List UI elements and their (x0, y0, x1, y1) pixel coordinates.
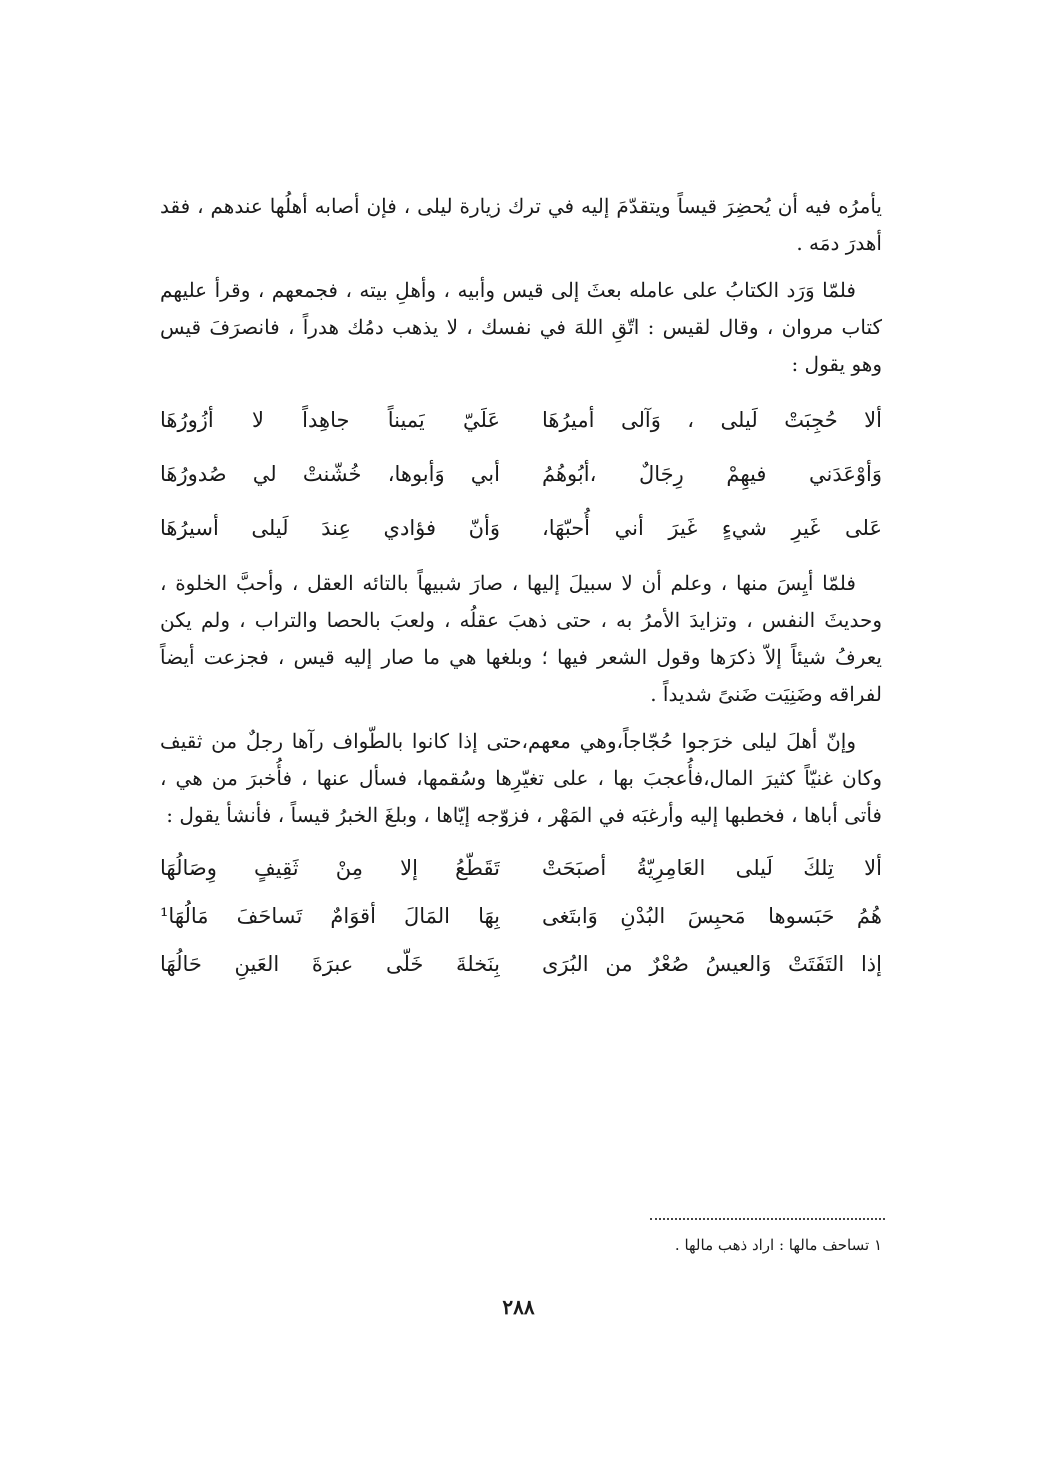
hemistich-left: بِنَخلةَ خَلّى عبرَةَ العَينِ حَالُهَا (160, 952, 500, 976)
hemistich-right: عَلى غَيرِ شيءٍ غَيرَ أني أُحبّهَا، (542, 516, 882, 540)
hemistich-left: تَقَطّعُ إلا مِنْ ثَقِيفٍ وِصَالُهَا (160, 856, 500, 880)
footnote-divider (650, 1218, 885, 1220)
poem-1-verse-3 (160, 501, 882, 555)
poem-2 (160, 844, 882, 988)
page-number: ٢٨٨ (502, 1295, 535, 1319)
hemistich-right: هُمُ حَبَسوها مَحبِسَ البُدْنِ وَابتَغى (542, 904, 882, 928)
hemistich-right: وَأوْعَدَني فيهِمْ رِجَالٌ ،أبُوهُمُ (542, 462, 882, 486)
page-body (160, 188, 882, 998)
hemistich-right: إذا التَفَتَتْ وَالعيسُ صُعْرٌ من البُرَى (542, 952, 882, 976)
poem-1-verse-2 (160, 447, 882, 501)
hemistich-left: أبي وَأبوها، خُشّنتْ لي صُدورُهَا (160, 462, 500, 486)
hemistich-left: وَأنّ فؤادي عِندَ لَيلى أسيرُهَا (160, 516, 500, 540)
paragraph-2: فلمّا وَرَد الكتابُ على عامله بعثَ إلى قيس وأبيه ، وأهلِ بيته ، فجمعهم ، وقرأ عليهم كتاب مروان ، وقال لقيس : اتّقِ اللهَ في نفسك ، لا يذهب دمُك هدراً ، فانصرَفَ قيس وهو يقول : (160, 278, 882, 376)
poem-1 (160, 393, 882, 555)
paragraph-1: يأمرُه فيه أن يُحضِرَ قيساً ويتقدّمَ إليه في ترك زيارة ليلى ، فإن أصابه أهلُها عندهم ، فقد أهدرَ دمَه . (160, 194, 882, 255)
poem-2-verse-1 (160, 844, 882, 892)
footnote: ١ تساحف مالها : اراد ذهب مالها . (674, 1236, 882, 1254)
paragraph-4: وإنّ أهلَ ليلى خرَجوا حُجّاجاً،وهي معهم،حتى إذا كانوا بالطّواف رآها رجلٌ من ثقيف وكان غنيّاً كثيرَ المال،فأُعجبَ بها ، على تغيّرِها وسُقمها، فسأل عنها ، فأُخبرَ من هي ، فأتى أباها ، فخطبها إليه وأرغبَه في المَهْر ، فزوّجه إيّاها ، وبلغَ الخبرُ قيساً ، فأنشأ يقول : (160, 729, 882, 827)
hemistich-right: ألا حُجِبَتْ لَيلى ، وَآلى أميرُهَا (542, 408, 882, 432)
hemistich-left: بِهَا المَالَ أقوَامٌ تَساحَفَ مَالُهَا¹ (160, 904, 500, 928)
hemistich-left: عَلَيّ يَميناً جاهِداً لا أزُورُهَا (160, 408, 500, 432)
poem-1-verse-1 (160, 393, 882, 447)
poem-2-verse-3 (160, 940, 882, 988)
hemistich-right: ألا تِلكَ لَيلى العَامِرِيّةُ أصبَحَتْ (542, 856, 882, 880)
paragraph-3: فلمّا أيِسَ منها ، وعلم أن لا سبيلَ إليها ، صارَ شبيهاً بالتائه العقل ، وأحبَّ الخلوة ، وحديثَ النفس ، وتزايدَ الأمرُ به ، حتى ذهبَ عقلُه ، ولعبَ بالحصا والتراب ، ولم يكن يعرفُ شيئاً إلاّ ذكرَها وقول الشعر فيها ؛ وبلغها هي ما صار إليه قيس ، فجزعت أيضاً لفراقه وضَنِيَت ضَنىً شديداً . (160, 571, 882, 706)
poem-2-verse-2 (160, 892, 882, 940)
